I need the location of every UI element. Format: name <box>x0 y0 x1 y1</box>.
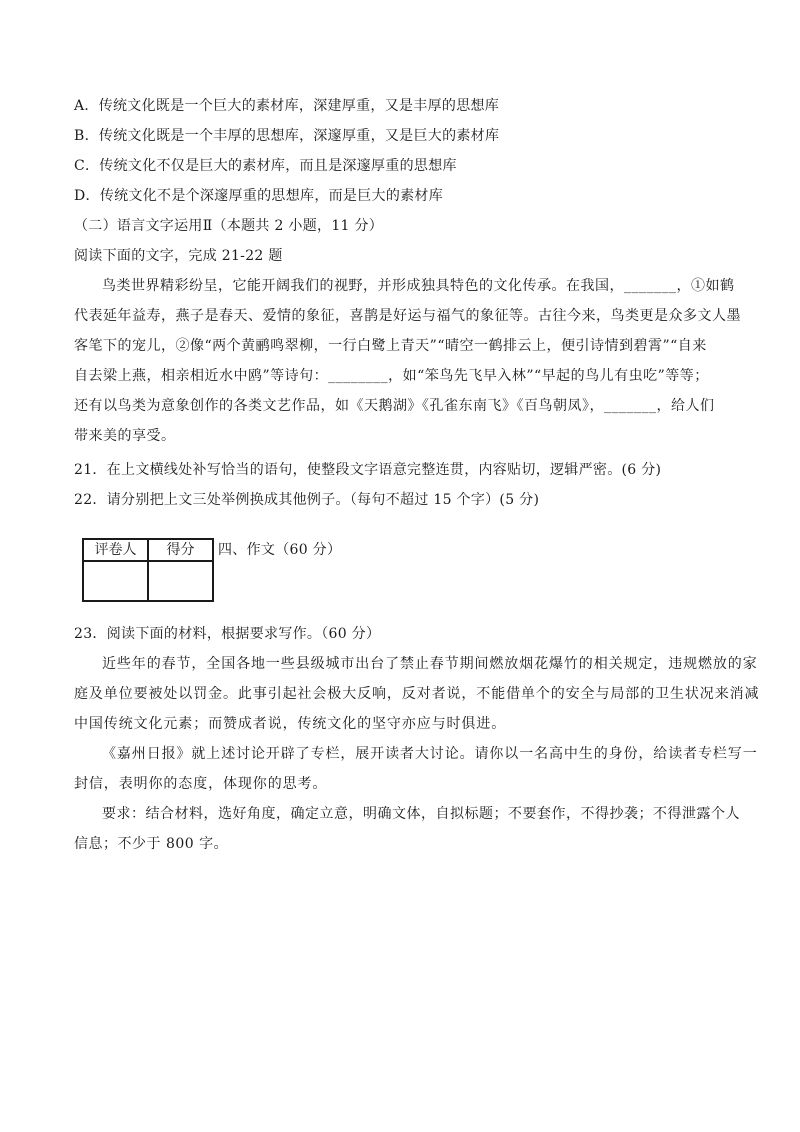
essay-material-line: 中国传统文化元素；而赞成者说，传统文化的坚守亦应与时俱进。 <box>74 716 507 732</box>
grader-cell <box>83 561 148 601</box>
essay-requirement-line: 信息；不少于 800 字。 <box>74 836 229 852</box>
score-label: 得分 <box>148 539 213 561</box>
essay-material-line: 封信，表明你的态度，体现你的思考。 <box>74 776 328 792</box>
passage-line: 自去梁上燕，相亲相近水中鸥”等诗句：________，如“笨鸟先飞早入林”“早起的鸟儿有虫吃”等等； <box>74 368 709 384</box>
option-c: C．传统文化不仅是巨大的素材库，而且是深邃厚重的思想库 <box>74 158 457 174</box>
essay-material-line: 庭及单位要被处以罚金。此事引起社会极大反响，反对者说，不能借单个的安全与局部的卫生状况来消减 <box>74 686 760 702</box>
question-21: 21．在上文横线处补写恰当的语句，使整段文字语意完整连贯，内容贴切，逻辑严密。(6 分) <box>74 462 662 478</box>
option-a: A．传统文化既是一个巨大的素材库，深建厚重，又是丰厚的思想库 <box>74 98 500 114</box>
section4-heading: 四、作文（60 分） <box>218 542 342 558</box>
passage-line: 客笔下的宠儿，②像“两个黄鹂鸣翠柳，一行白鹭上青天”“晴空一鹤排云上，便引诗情到碧霄”“自来 <box>74 338 707 354</box>
grader-label: 评卷人 <box>83 539 148 561</box>
passage-line: 带来美的享受。 <box>74 428 176 444</box>
option-d: D．传统文化不是个深邃厚重的思想库，而是巨大的素材库 <box>74 188 444 204</box>
section2-instruction: 阅读下面的文字，完成 21-22 题 <box>74 248 283 264</box>
essay-material-line: 《嘉州日报》就上述讨论开辟了专栏，展开读者大讨论。请你以一名高中生的身份，给读者专栏写一 <box>102 746 758 762</box>
score-table <box>82 538 214 602</box>
essay-requirement-line: 要求：结合材料，选好角度，确定立意，明确文体，自拟标题；不要套作，不得抄袭；不得泄露个人 <box>102 806 740 822</box>
option-b: B．传统文化既是一个丰厚的思想库，深邃厚重，又是巨大的素材库 <box>74 128 500 144</box>
score-cell <box>148 561 213 601</box>
essay-material-line: 近些年的春节，全国各地一些县级城市出台了禁止春节期间燃放烟花爆竹的相关规定，违规燃放的家 <box>102 656 758 672</box>
essay-prompt: 23．阅读下面的材料，根据要求写作。（60 分） <box>74 626 381 642</box>
question-22: 22．请分别把上文三处举例换成其他例子。（每句不超过 15 个字）(5 分) <box>74 492 540 508</box>
passage-line: 代表延年益寿，燕子是春天、爱情的象征，喜鹊是好运与福气的象征等。古往今来，鸟类更是众多文人墨 <box>74 308 741 324</box>
passage-line: 鸟类世界精彩纷呈，它能开阔我们的视野，并形成独具特色的文化传承。在我国，_______，①如鹤 <box>102 278 735 294</box>
passage-line: 还有以鸟类为意象创作的各类文艺作品，如《天鹅湖》《孔雀东南飞》《百鸟朝凤》，_______，给人们 <box>74 398 715 414</box>
section2-heading: （二）语言文字运用Ⅱ（本题共 2 小题，11 分） <box>74 218 384 234</box>
